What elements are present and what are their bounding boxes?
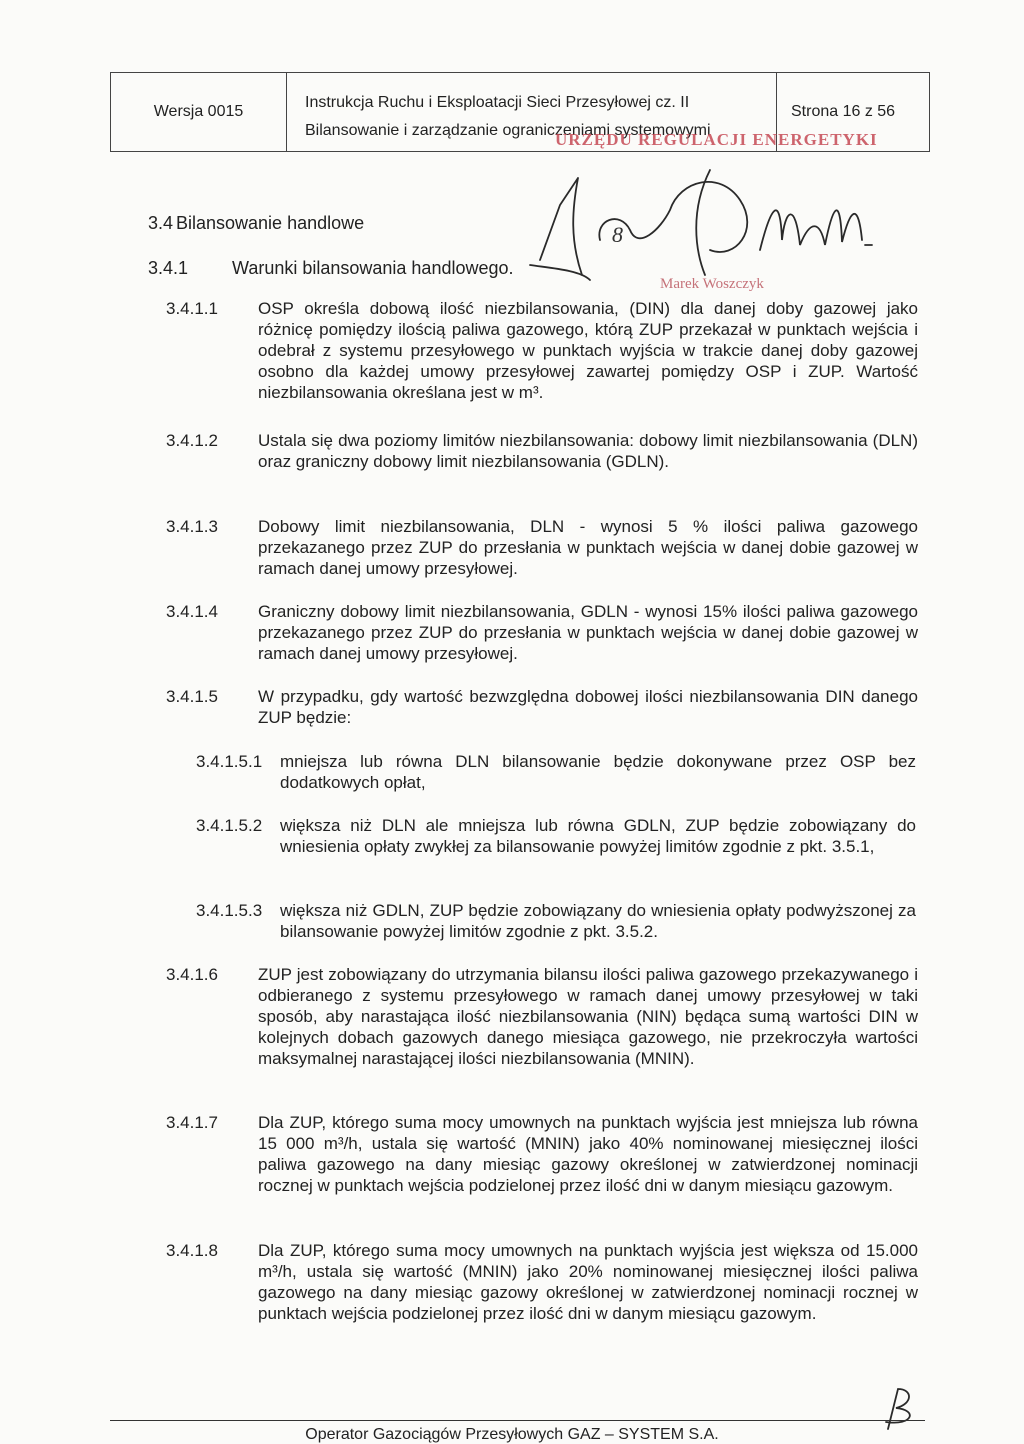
item-number: 3.4.1.5.2 <box>196 816 263 835</box>
section-number: 3.4 <box>148 213 174 233</box>
item-number: 3.4.1.8 <box>166 1241 218 1260</box>
item-text: większa niż GDLN, ZUP będzie zobowiązany do wniesienia opłaty podwyższonej za bilansowanie powyżej limitów zgodnie z pkt. 3.5.2. <box>280 901 916 941</box>
item-text: ZUP jest zobowiązany do utrzymania bilansu ilości paliwa gazowego przekazywanego i odbieranego z systemu przesyłowego w ramach danej umowy przesyłowej w taki sposób, aby narastająca ilość niezbilansowania (NIN) będąca sumą wartości DIN w kolejnych dobach gazowych danego miesiąca gazowego, nie przekroczyła wartości maksymalnej narastającej ilości niezbilansowania (MNIN). <box>258 965 918 1068</box>
item-number: 3.4.1.5.1 <box>196 752 263 771</box>
office-stamp: URZĘDU REGULACJI ENERGETYKI <box>555 130 878 149</box>
item-number: 3.4.1.1 <box>166 299 218 318</box>
item-number: 3.4.1.7 <box>166 1113 218 1132</box>
item-number: 3.4.1.5 <box>166 687 218 706</box>
item-number: 3.4.1.6 <box>166 965 218 984</box>
version-label: Wersja 0015 <box>111 73 287 151</box>
footer-divider <box>110 1420 925 1421</box>
item-text: Dla ZUP, którego suma mocy umownych na punktach wyjścia jest większa od 15.000 m³/h, ustala się wartość (MNIN) jako 20% nominowanej miesięcznej ilości paliwa gazowego na dany miesiąc gazowy określonej w zatwierdzonej nominacji rocznej w punktach wejścia podzielonej przez ilość dni w danym miesiącu gazowym. <box>258 1241 918 1323</box>
item-number: 3.4.1.3 <box>166 517 218 536</box>
svg-text:8: 8 <box>612 222 623 247</box>
item-number: 3.4.1.2 <box>166 431 218 450</box>
title-line-2: Bilansowanie i zarządzanie ograniczeniami systemowymi <box>305 122 711 139</box>
title-line-1: Instrukcja Ruchu i Eksploatacji Sieci Przesyłowej cz. II <box>305 94 690 111</box>
subsection-title: Warunki bilansowania handlowego. <box>232 258 514 278</box>
page-number: Strona 16 z 56 <box>791 103 896 120</box>
item-text: Dobowy limit niezbilansowania, DLN - wynosi 5 % ilości paliwa gazowego przekazanego przez ZUP do przesłania w punktach wejścia w danej dobie gazowej w ramach danej umowy przesyłowej. <box>258 517 918 578</box>
item-text: mniejsza lub równa DLN bilansowanie będzie dokonywane przez OSP bez dodatkowych opłat, <box>280 752 916 792</box>
item-number: 3.4.1.5.3 <box>196 901 263 920</box>
stamp-name: Marek Woszczyk <box>660 276 764 292</box>
subsection-number: 3.4.1 <box>148 258 189 278</box>
item-text: większa niż DLN ale mniejsza lub równa GDLN, ZUP będzie zobowiązany do wniesienia opłaty zwykłej za bilansowanie powyżej limitów zgodnie z pkt. 3.5.1, <box>280 816 916 856</box>
footer-text: Operator Gazociągów Przesyłowych GAZ – SYSTEM S.A. <box>305 1426 719 1443</box>
signature-image <box>520 150 880 290</box>
item-text: W przypadku, gdy wartość bezwzględna dobowej ilości niezbilansowania DIN danego ZUP będzie: <box>258 687 918 727</box>
item-text: Graniczny dobowy limit niezbilansowania, GDLN - wynosi 15% ilości paliwa gazowego przekazanego przez ZUP do przesłania w punktach wejścia w danej dobie gazowej w ramach danej umowy przesyłowej. <box>258 602 918 663</box>
item-number: 3.4.1.4 <box>166 602 218 621</box>
item-text: Ustala się dwa poziomy limitów niezbilansowania: dobowy limit niezbilansowania (DLN) oraz graniczny dobowy limit niezbilansowania (GDLN). <box>258 431 918 471</box>
item-text: Dla ZUP, którego suma mocy umownych na punktach wyjścia jest mniejsza lub równa 15 000 m³/h, ustala się wartość (MNIN) jako 40% nominowanej miesięcznej ilości paliwa gazowego na dany miesiąc gazowy określonej w zatwierdzonej nominacji rocznej w punktach wejścia podzielonej przez ilość dni w danym miesiącu gazowym. <box>258 1113 918 1195</box>
item-text: OSP określa dobową ilość niezbilansowania, (DIN) dla danej doby gazowej jako różnicę pomiędzy ilością paliwa gazowego, którą ZUP przekazał w punktach wejścia i odebrał z systemu przesyłowego w punktach wyjścia w trakcie danej doby gazowej osobno dla każdej umowy przesyłowej zawartej pomiędzy OSP i ZUP. Wartość niezbilansowania określana jest w m³. <box>258 299 918 402</box>
section-title: Bilansowanie handlowe <box>176 213 365 233</box>
